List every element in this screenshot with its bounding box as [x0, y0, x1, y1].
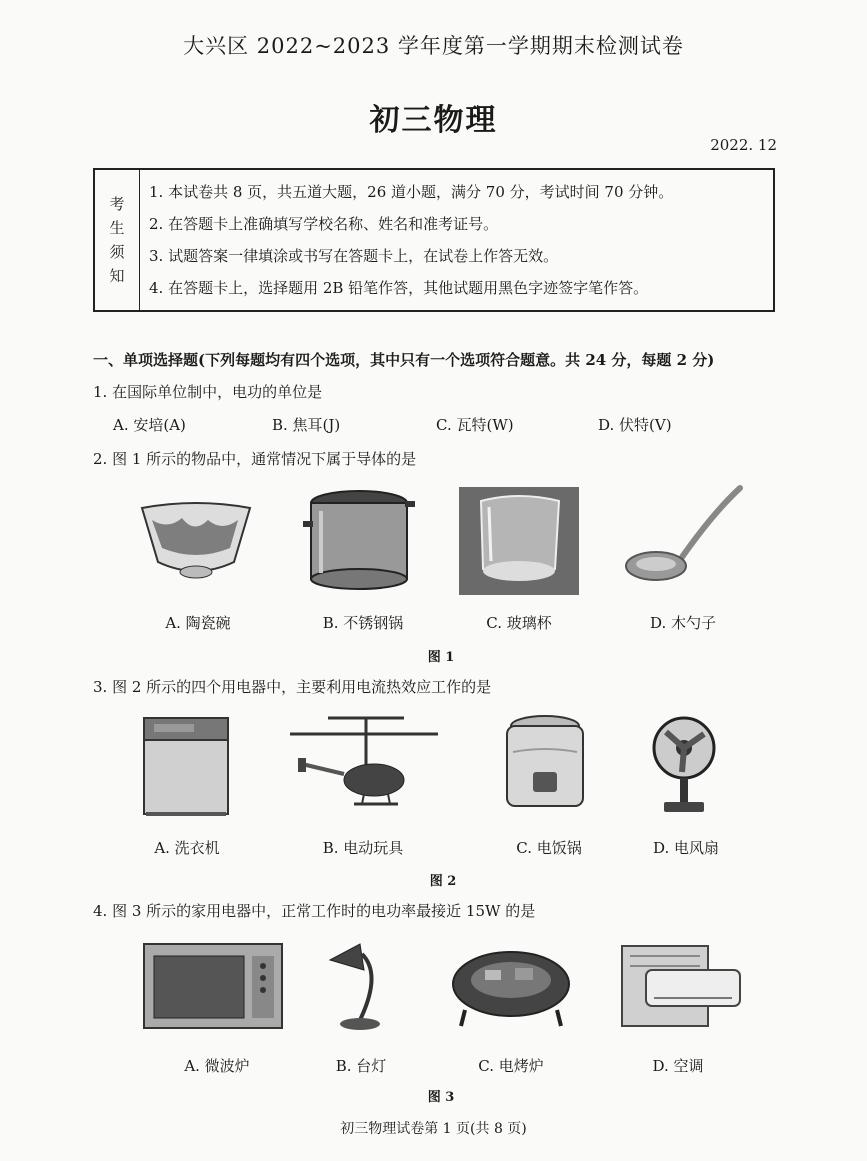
notice-label-char: 须 — [109, 243, 125, 261]
figure-3-caption-c: C. 电烤炉 — [478, 1057, 544, 1075]
notice-item: 2. 在答题卡上准确填写学校名称、姓名和准考证号。 — [149, 215, 499, 233]
rice-cooker-icon — [501, 712, 589, 818]
ceramic-bowl-icon — [138, 500, 254, 590]
candidate-notice-box — [93, 168, 775, 312]
notice-items — [149, 180, 673, 308]
figure-3-caption-d: D. 空调 — [652, 1057, 704, 1075]
figure-3-caption-a: A. 微波炉 — [184, 1057, 250, 1075]
question-1-option-b: B. 焦耳(J) — [272, 416, 341, 434]
question-1-stem: 1. 在国际单位制中，电功的单位是 — [93, 383, 323, 401]
figure-3-label: 图 3 — [427, 1090, 455, 1105]
exam-title: 大兴区 2022~2023 学年度第一学期期末检测试卷 — [183, 34, 684, 58]
notice-label-char: 生 — [109, 219, 125, 237]
washing-machine-icon — [140, 712, 232, 818]
page-footer: 初三物理试卷第 1 页(共 8 页) — [340, 1121, 527, 1137]
figure-1-caption-d: D. 木勺子 — [649, 614, 717, 632]
wooden-spoon-icon — [622, 484, 744, 584]
microwave-icon — [142, 940, 284, 1032]
page-title: 初三物理 — [369, 103, 498, 138]
figure-2-caption-b: B. 电动玩具 — [322, 839, 404, 857]
notice-label — [95, 170, 140, 310]
notice-item: 1. 本试卷共 8 页，共五道大题，26 道小题，满分 70 分，考试时间 70 分钟。 — [149, 183, 674, 201]
electric-fan-icon — [652, 712, 716, 820]
figure-1-label: 图 1 — [427, 650, 455, 665]
steel-pot-icon — [303, 487, 415, 591]
figure-3-caption-b: B. 台灯 — [335, 1057, 387, 1075]
figure-1-caption-b: B. 不锈钢锅 — [322, 614, 404, 632]
electric-grill-icon — [445, 940, 577, 1032]
section-heading: 一、单项选择题(下列每题均有四个选项，其中只有一个选项符合题意。共 24 分，每题 2 分) — [93, 351, 715, 369]
toy-helicopter-icon — [288, 714, 440, 812]
figure-2-label: 图 2 — [429, 874, 457, 889]
notice-item: 4. 在答题卡上，选择题用 2B 铅笔作答，其他试题用黑色字迹签字笔作答。 — [149, 279, 649, 297]
notice-item: 3. 试题答案一律填涂或书写在答题卡上，在试卷上作答无效。 — [149, 247, 559, 265]
figure-2-caption-a: A. 洗衣机 — [154, 839, 220, 857]
exam-date: 2022. 12 — [710, 136, 777, 154]
glass-cup-icon — [459, 487, 579, 595]
question-3-stem: 3. 图 2 所示的四个用电器中，主要利用电流热效应工作的是 — [93, 678, 492, 696]
question-1-option-c: C. 瓦特(W) — [436, 416, 514, 434]
figure-2-caption-c: C. 电饭锅 — [516, 839, 582, 857]
question-1-option-a: A. 安培(A) — [113, 416, 186, 434]
question-1-option-d: D. 伏特(V) — [598, 416, 672, 434]
air-conditioner-icon — [606, 940, 744, 1034]
question-2-stem: 2. 图 1 所示的物品中，通常情况下属于导体的是 — [93, 450, 417, 468]
question-4-stem: 4. 图 3 所示的家用电器中，正常工作时的电功率最接近 15W 的是 — [93, 902, 536, 920]
figure-1-caption-c: C. 玻璃杯 — [486, 614, 552, 632]
desk-lamp-icon — [318, 940, 408, 1034]
figure-1-caption-a: A. 陶瓷碗 — [165, 614, 231, 632]
figure-2-caption-d: D. 电风扇 — [652, 839, 720, 857]
notice-label-char: 知 — [109, 267, 125, 285]
notice-label-char: 考 — [109, 195, 125, 213]
